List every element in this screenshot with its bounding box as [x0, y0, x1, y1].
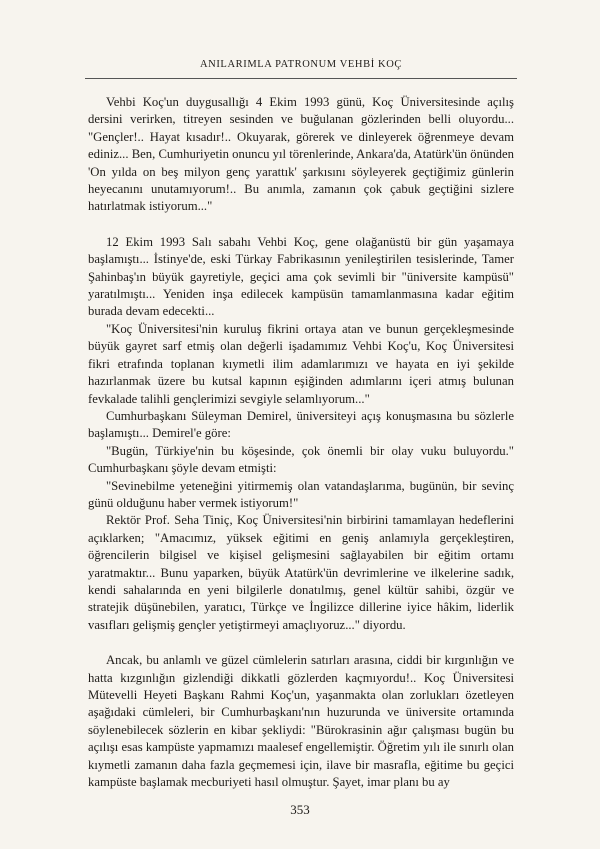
- paragraph-rahmi-koc: Ancak, bu anlamlı ve güzel cümlelerin satırları arasına, ciddi bir kırgınlığın ve hatta kızgınlığın gizlendiği dikkatli gözlerden kaçmıyordu!.. Koç Üniversitesi Mütevelli Heyeti Başkanı Rahmi Koç'un, yaşanmakta olan zorlukları özetleyen aşağıdaki cümleleri, bir Cumhurbaşkanı'nın huzurunda ve üniversite ortamında söylenebilecek sözlerin en kibar şekliydi: "Bürokrasinin ağır çalışması bugün bu açılışı esas kampüste yapmamızı maalesef engellemiştir. Öğretim yılı ile sınırlı olan kıymetli zamanın daha fazla geçmemesi için, ilave bir masrafla, eğitime bu geçici kampüste başlamak mecburiyeti hasıl olmuştur. Şayet, imar planı bu ay: [88, 653, 514, 790]
- paragraph-opening-speech: Vehbi Koç'un duygusallığı 4 Ekim 1993 günü, Koç Üniversitesinde açılış dersini verirken, titreyen sesinden ve buğulanan gözlerinden belli oluyordu... "Gençler!.. Hayat kısadır!.. Okuyarak, görerek ve dinleyerek öğrenmeye devam ediniz... Ben, Cumhuriyetin onuncu yıl törenlerinde, Ankara'da, Atatürk'ün önünden 'On yılda on beş milyon genç yarattık' şarkısını söyleyerek geçtiğimiz günlerin heyecanını unutamıyorum!.. Bu anımla, zamanın çok çabuk geçtiğini sizlere hatırlatmak istiyorum...": [88, 95, 514, 214]
- body-text: [88, 94, 514, 791]
- paragraph-demirel-greeting: "Koç Üniversitesi'nin kuruluş fikrini ortaya atan ve bunun gerçekleşmesinde büyük gayret sarf etmiş olan değerli işadamımız Vehbi Koç'u, Koç Üniversitesi fikri etrafında toplanan kıymetli ilim adamlarımızı ve hayata en iyi şekilde hazırlanmak üzere bu kutsal kapının eşiğinden adımlarını içeri atmış bulunan fevkalade talihli gençlerimizi sevgiyle selamlıyorum...": [88, 321, 514, 406]
- running-head: ANILARIMLA PATRONUM VEHBİ KOÇ: [199, 59, 403, 70]
- paragraph-demirel-intro: Cumhurbaşkanı Süleyman Demirel, üniversiteyi açış konuşmasına bu sözlerle başlamıştı... Demirel'e göre:: [88, 408, 514, 441]
- paragraph-rector-goals: Rektör Prof. Seha Tiniç, Koç Üniversitesi'nin birbirini tamamlayan hedeflerini açıklarken; "Amacımız, yüksek eğitimi en geniş anlamıyla gerçekleştiren, öğrencilerin bilgisel ve kişisel gelişmesini sağlayabilen bir eğitim ortamı yaratmaktır... Bunu yaparken, büyük Atatürk'ün devrimlerine ve ilkelerine sadık, kendi sahalarında en yeni bilgilerle donatılmış, genel kültür sahibi, özgür ve stratejik düşünebilen, yaratıcı, Türkçe ve İngilizce dillerine iyice hâkim, liderlik vasıfları gelişmiş gençler yetiştirmeyi amaçlıyoruz..." diyordu.: [88, 513, 514, 632]
- paragraph-demirel-quote-1: "Bugün, Türkiye'nin bu köşesinde, çok önemli bir olay vuku buluyordu." Cumhurbaşkanı şöyle devam etmişti:: [88, 443, 514, 476]
- page-number: 353: [290, 802, 310, 817]
- header-rule: [85, 78, 517, 79]
- paragraph-demirel-quote-2: "Sevinebilme yeteneğini yitirmemiş olan vatandaşlarıma, bugünün, bir sevinç günü olduğunu haber vermek istiyorum!": [88, 478, 514, 510]
- paragraph-october-12: 12 Ekim 1993 Salı sabahı Vehbi Koç, gene olağanüstü bir gün yaşamaya başlamıştı... İstinye'de, eski Türkay Fabrikasının yenileştirilen tesislerinde, Tamer Şahinbaş'ın büyük gayretiyle, geçici ama çok sevimli bir "üniversite kampüsü" yaratılmıştı... Yeniden inşa edilecek kampüsün tamamlanmasına kadar eğitim burada devam edecekti...: [88, 234, 514, 319]
